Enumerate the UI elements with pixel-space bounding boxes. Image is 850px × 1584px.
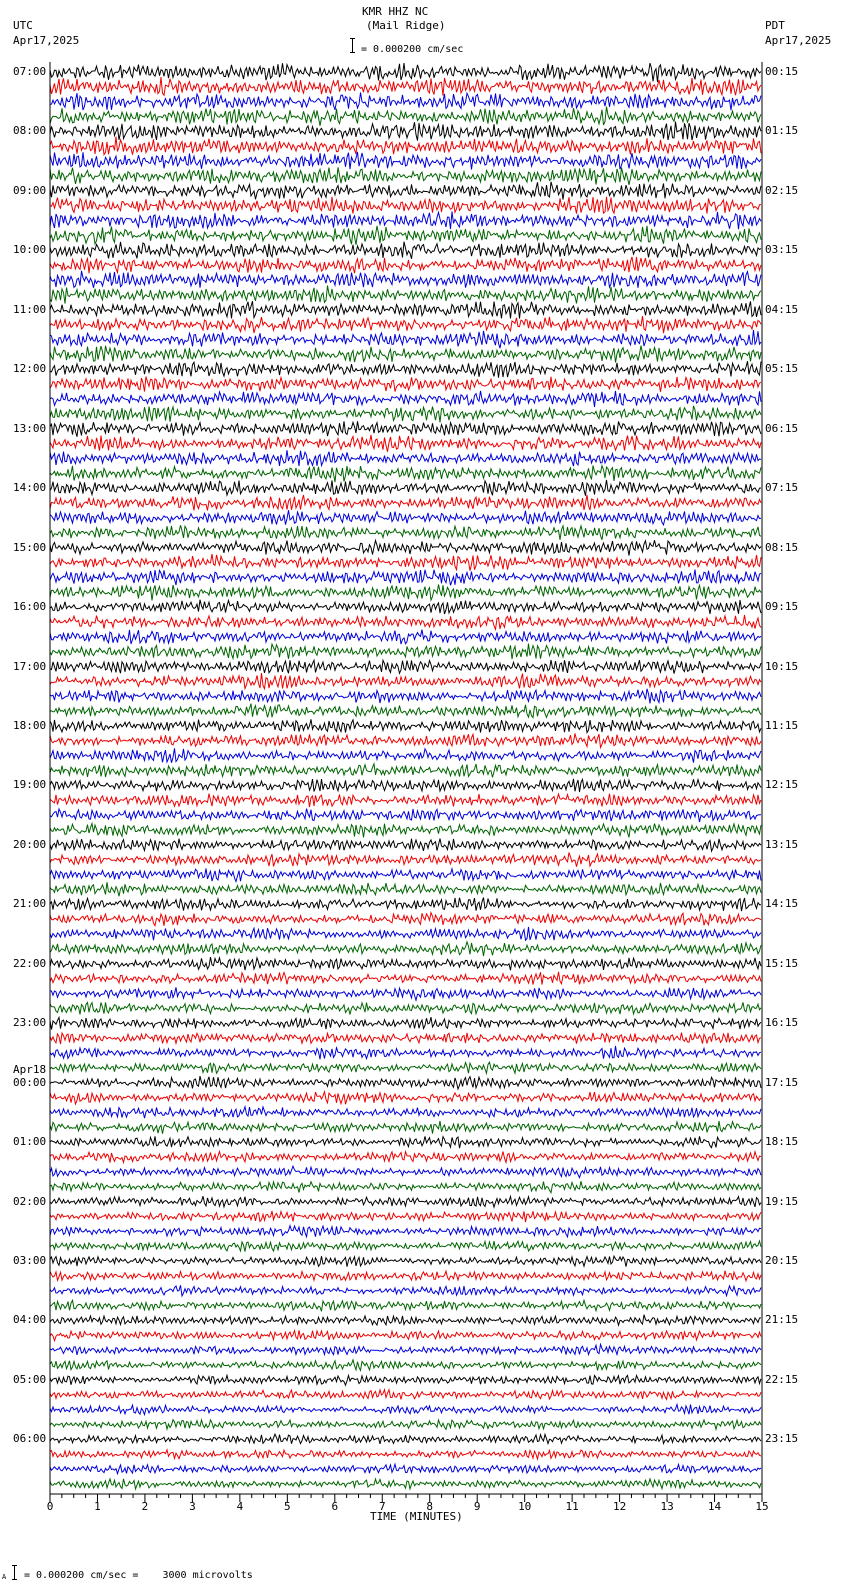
pdt-hour-label: 18:15 <box>765 1135 799 1149</box>
pdt-hour-label: 04:15 <box>765 302 799 316</box>
trace-line <box>50 585 761 601</box>
trace-line <box>50 361 761 378</box>
trace-line <box>50 1450 761 1459</box>
utc-hour-label: 16:00 <box>13 600 47 614</box>
trace-line <box>50 450 761 466</box>
utc-hour-label: 07:00 <box>13 65 47 78</box>
x-tick-label: 11 <box>565 1500 579 1513</box>
trace-line <box>50 1256 761 1267</box>
trace-line <box>50 1330 761 1340</box>
trace-line <box>50 257 761 273</box>
utc-hour-label: 14:00 <box>13 481 47 495</box>
pdt-hour-label: 22:15 <box>765 1372 799 1386</box>
trace-line <box>50 301 761 318</box>
x-tick-label: 10 <box>518 1500 532 1513</box>
right-date: Apr17,2025 <box>765 34 832 47</box>
utc-hour-label: 01:00 <box>13 1135 47 1149</box>
trace-line <box>50 510 761 525</box>
trace-line <box>50 122 761 141</box>
x-tick-label: 6 <box>331 1500 339 1513</box>
trace-line <box>50 421 761 436</box>
left-timezone: UTC <box>13 19 33 32</box>
scale-text: = 0.000200 cm/sec <box>361 44 464 55</box>
trace-line <box>50 1226 761 1237</box>
trace-line <box>50 197 761 214</box>
utc-hour-label: 18:00 <box>13 718 47 732</box>
pdt-hour-label: 07:15 <box>765 481 799 495</box>
utc-hour-label: 19:00 <box>13 778 47 792</box>
trace-line <box>50 554 761 571</box>
utc-hour-label: 15:00 <box>13 540 47 554</box>
site-name: (Mail Ridge) <box>366 19 446 32</box>
trace-line <box>50 1046 761 1059</box>
trace-line <box>50 406 761 423</box>
utc-hour-label: 12:00 <box>13 362 47 376</box>
trace-line <box>50 1360 761 1371</box>
trace-line <box>50 689 761 704</box>
x-axis-label: TIME (MINUTES) <box>370 1510 463 1523</box>
trace-line <box>50 882 761 896</box>
utc-hour-label: 02:00 <box>13 1194 47 1208</box>
trace-line <box>50 77 761 96</box>
trace-line <box>50 1464 761 1474</box>
trace-line <box>50 957 761 970</box>
trace-line <box>50 1211 761 1222</box>
trace-line <box>50 1062 761 1073</box>
trace-line <box>50 1196 761 1207</box>
trace-line <box>50 495 761 510</box>
pdt-hour-label: 20:15 <box>765 1254 799 1267</box>
trace-line <box>50 525 761 540</box>
trace-line <box>50 242 761 259</box>
trace-line <box>50 330 761 348</box>
pdt-hour-label: 17:15 <box>765 1075 799 1089</box>
trace-line <box>50 898 761 912</box>
trace-line <box>50 630 761 645</box>
trace-line <box>50 107 761 126</box>
trace-line <box>50 824 761 838</box>
trace-line <box>50 1092 761 1105</box>
trace-line <box>50 1076 761 1089</box>
x-tick-label: 2 <box>141 1500 149 1513</box>
trace-line <box>50 673 761 689</box>
pdt-hour-label: 21:15 <box>765 1313 799 1327</box>
trace-line <box>50 1033 761 1044</box>
trace-line <box>50 1390 761 1400</box>
pdt-hour-label: 13:15 <box>765 837 799 851</box>
utc-hour-label: 13:00 <box>13 421 47 435</box>
trace-line <box>50 748 761 763</box>
trace-line <box>50 600 761 614</box>
trace-line <box>50 839 761 852</box>
utc-hour-label: 23:00 <box>13 1016 47 1030</box>
trace-line <box>50 480 761 496</box>
utc-hour-label: 09:00 <box>13 183 47 197</box>
pdt-hour-label: 14:15 <box>765 897 799 911</box>
x-tick-label: 0 <box>46 1500 54 1513</box>
trace-group <box>50 63 761 1489</box>
pdt-hour-label: 06:15 <box>765 421 799 435</box>
x-tick-label: 4 <box>236 1500 244 1513</box>
trace-line <box>50 615 761 629</box>
trace-line <box>50 853 761 867</box>
trace-line <box>50 764 761 778</box>
trace-line <box>50 1375 761 1385</box>
trace-line <box>50 987 761 1000</box>
trace-line <box>50 1300 761 1311</box>
utc-hour-label: 05:00 <box>13 1372 47 1386</box>
trace-line <box>50 316 761 333</box>
left-date: Apr17,2025 <box>13 34 80 47</box>
x-tick-label: 15 <box>755 1500 769 1513</box>
trace-line <box>50 644 761 659</box>
pdt-hour-label: 11:15 <box>765 718 799 732</box>
trace-line <box>50 167 761 185</box>
pdt-hour-label: 02:15 <box>765 183 799 197</box>
trace-line <box>50 1121 761 1134</box>
x-tick-label: 14 <box>707 1500 722 1513</box>
pdt-hour-label: 19:15 <box>765 1194 799 1208</box>
trace-line <box>50 1181 761 1193</box>
pdt-hour-label: 23:15 <box>765 1432 799 1446</box>
trace-line <box>50 927 761 940</box>
x-tick-label: 8 <box>426 1500 434 1513</box>
pdt-hour-label: 16:15 <box>765 1016 799 1030</box>
utc-hour-label: 20:00 <box>13 837 47 851</box>
calibration-bar-icon <box>12 1565 17 1580</box>
date-change-label: Apr18 <box>13 1062 47 1076</box>
utc-hour-label: 21:00 <box>13 897 47 911</box>
trace-line <box>50 1152 761 1163</box>
trace-line <box>50 1271 761 1281</box>
x-tick-label: 9 <box>473 1500 481 1513</box>
trace-line <box>50 1136 761 1148</box>
trace-line <box>50 212 761 230</box>
trace-line <box>50 1285 761 1296</box>
pdt-hour-label: 15:15 <box>765 956 799 970</box>
trace-line <box>50 734 761 748</box>
trace-line <box>50 809 761 822</box>
pdt-hour-label: 08:15 <box>765 540 799 554</box>
x-tick-label: 3 <box>189 1500 196 1513</box>
right-timezone: PDT <box>765 19 785 32</box>
pdt-hour-label: 10:15 <box>765 659 799 673</box>
utc-hour-label: 11:00 <box>13 302 47 316</box>
trace-line <box>50 182 761 200</box>
x-tick-label: 12 <box>613 1500 627 1513</box>
pdt-hour-label: 05:15 <box>765 362 799 376</box>
trace-line <box>50 913 761 926</box>
trace-line <box>50 660 761 674</box>
trace-line <box>50 779 761 792</box>
trace-line <box>50 1002 761 1014</box>
trace-line <box>50 1344 761 1355</box>
pdt-hour-label: 01:15 <box>765 124 799 138</box>
x-tick-label: 5 <box>284 1500 291 1513</box>
trace-line <box>50 869 761 882</box>
trace-line <box>50 271 761 288</box>
trace-line <box>50 435 761 452</box>
trace-line <box>50 1107 761 1118</box>
utc-hour-label: 17:00 <box>13 659 47 673</box>
utc-hour-label: 10:00 <box>13 243 47 257</box>
trace-line <box>50 63 761 82</box>
trace-line <box>50 152 761 170</box>
footer-mark: A <box>2 1573 7 1581</box>
trace-line <box>50 794 761 808</box>
x-tick-label: 1 <box>94 1500 101 1513</box>
trace-line <box>50 570 761 586</box>
utc-hour-label: 04:00 <box>13 1313 47 1327</box>
utc-hour-label: 06:00 <box>13 1432 47 1446</box>
utc-hour-label: 03:00 <box>13 1254 47 1267</box>
trace-line <box>50 1166 761 1177</box>
calibration-text: = 0.000200 cm/sec = 3000 microvolts <box>24 1570 253 1581</box>
trace-line <box>50 286 761 304</box>
pdt-hour-label: 09:15 <box>765 600 799 614</box>
utc-hour-label: 00:00 <box>13 1075 47 1089</box>
trace-line <box>50 1315 761 1326</box>
trace-line <box>50 540 761 555</box>
station-title: KMR HHZ NC <box>362 5 429 18</box>
trace-line <box>50 704 761 718</box>
trace-line <box>50 466 761 483</box>
trace-line <box>50 226 761 245</box>
trace-line <box>50 1434 761 1444</box>
pdt-hour-label: 03:15 <box>765 243 799 257</box>
trace-line <box>50 972 761 985</box>
x-tick-label: 7 <box>378 1500 386 1513</box>
trace-line <box>50 346 761 363</box>
trace-line <box>50 1017 761 1029</box>
x-tick-label: 13 <box>660 1500 674 1513</box>
trace-line <box>50 1420 761 1430</box>
pdt-hour-label: 00:15 <box>765 65 799 78</box>
trace-line <box>50 1405 761 1415</box>
pdt-hour-label: 12:15 <box>765 778 799 792</box>
trace-line <box>50 377 761 392</box>
trace-line <box>50 942 761 956</box>
trace-line <box>50 719 761 732</box>
trace-line <box>50 1479 761 1489</box>
trace-line <box>50 391 761 407</box>
trace-line <box>50 92 761 110</box>
utc-hour-label: 08:00 <box>13 124 47 138</box>
utc-hour-label: 22:00 <box>13 956 47 970</box>
trace-line <box>50 1241 761 1252</box>
